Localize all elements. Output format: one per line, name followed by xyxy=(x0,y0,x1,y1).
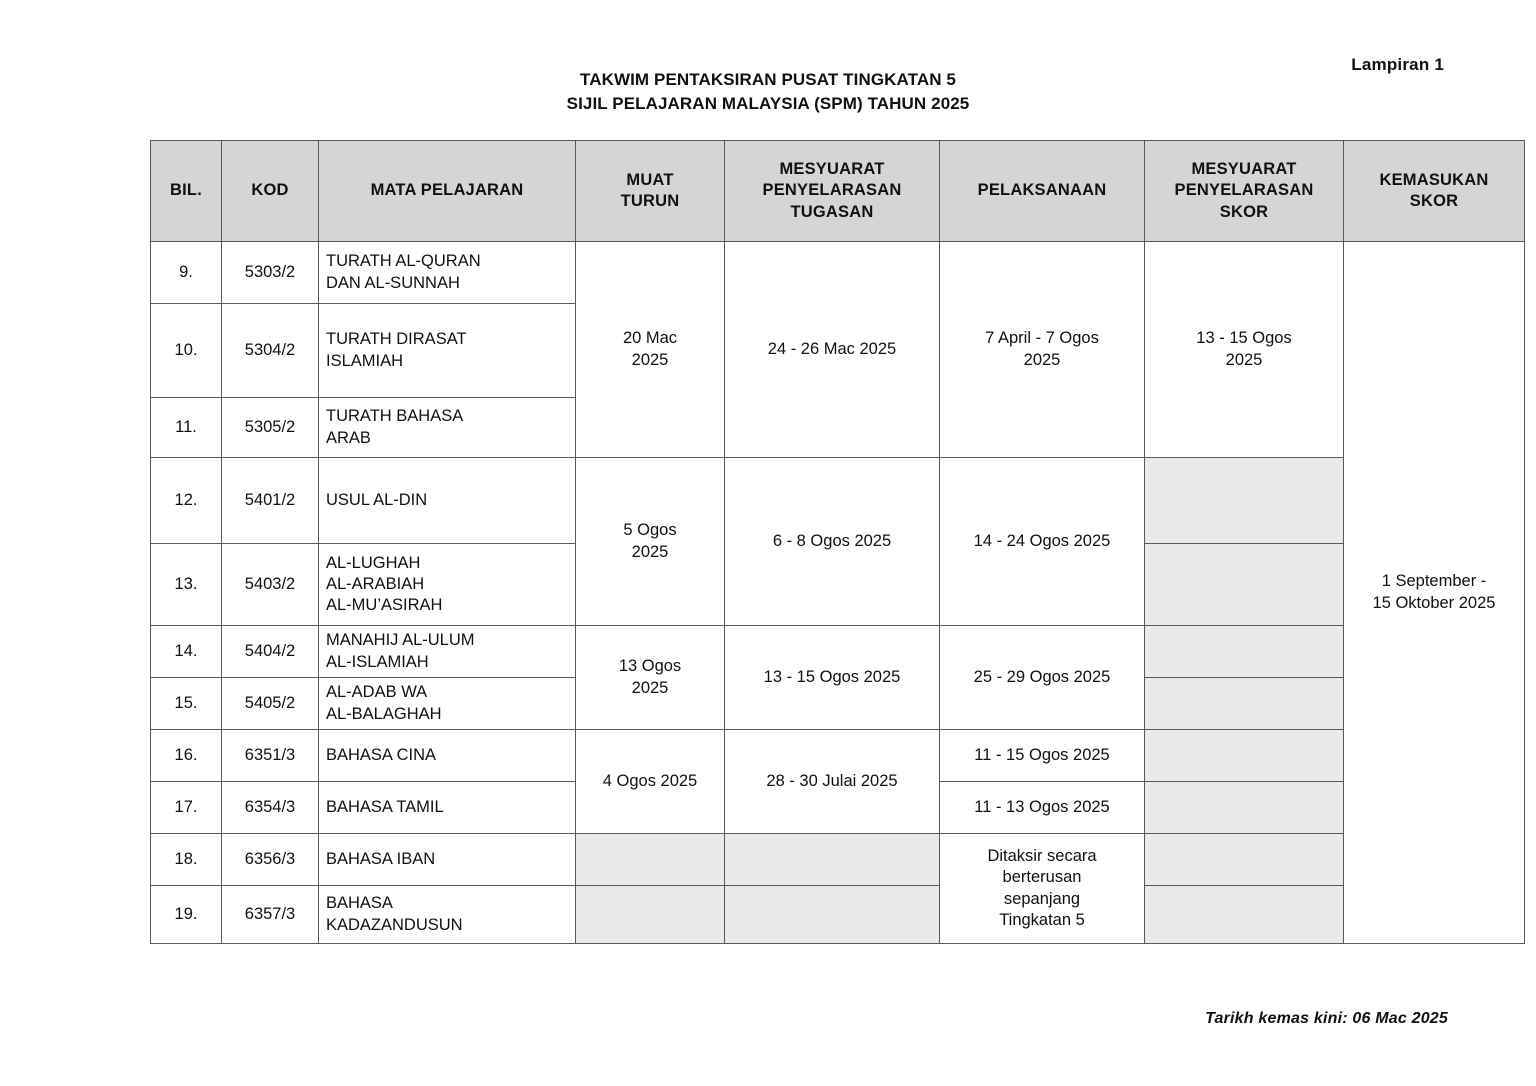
cell-mesyuarat-penyelarasan-tugasan: 13 - 15 Ogos 2025 xyxy=(725,626,940,730)
cell-kod: 6351/3 xyxy=(222,730,319,782)
cell-mesyuarat-penyelarasan-skor: 13 - 15 Ogos 2025 xyxy=(1145,242,1344,458)
table-row xyxy=(151,242,1525,304)
header-row xyxy=(151,141,1525,242)
header-muat-turun: MUAT TURUN xyxy=(576,141,725,242)
cell-muat-turun xyxy=(576,886,725,944)
table-row xyxy=(151,730,1525,782)
cell-mesyuarat-penyelarasan-skor xyxy=(1145,782,1344,834)
cell-mata-pelajaran: USUL AL-DIN xyxy=(319,458,576,544)
lampiran-label: Lampiran 1 xyxy=(1351,55,1444,74)
table-row xyxy=(151,886,1525,944)
cell-mata-pelajaran: BAHASA IBAN xyxy=(319,834,576,886)
cell-pelaksanaan: 7 April - 7 Ogos 2025 xyxy=(940,242,1145,458)
cell-mesyuarat-penyelarasan-tugasan: 24 - 26 Mac 2025 xyxy=(725,242,940,458)
cell-mesyuarat-penyelarasan-skor xyxy=(1145,886,1344,944)
cell-bil: 18. xyxy=(151,834,222,886)
cell-mata-pelajaran: BAHASA CINA xyxy=(319,730,576,782)
header-bil: BIL. xyxy=(151,141,222,242)
cell-mesyuarat-penyelarasan-skor xyxy=(1145,834,1344,886)
table-row xyxy=(151,626,1525,678)
cell-kod: 5303/2 xyxy=(222,242,319,304)
cell-mata-pelajaran: BAHASA KADAZANDUSUN xyxy=(319,886,576,944)
cell-kod: 6354/3 xyxy=(222,782,319,834)
cell-mesyuarat-penyelarasan-skor xyxy=(1145,458,1344,544)
cell-pelaksanaan: Ditaksir secara berterusan sepanjang Tingkatan 5 xyxy=(940,834,1145,944)
cell-bil: 14. xyxy=(151,626,222,678)
cell-bil: 10. xyxy=(151,304,222,398)
header-mata-pelajaran: MATA PELAJARAN xyxy=(319,141,576,242)
cell-kod: 5404/2 xyxy=(222,626,319,678)
cell-mata-pelajaran: TURATH BAHASA ARAB xyxy=(319,398,576,458)
cell-bil: 15. xyxy=(151,678,222,730)
cell-kod: 6356/3 xyxy=(222,834,319,886)
header-kemasukan-skor: KEMASUKAN SKOR xyxy=(1344,141,1525,242)
title-line-1: TAKWIM PENTAKSIRAN PUSAT TINGKATAN 5 xyxy=(579,70,956,89)
cell-mesyuarat-penyelarasan-skor xyxy=(1145,544,1344,626)
cell-muat-turun: 5 Ogos 2025 xyxy=(576,458,725,626)
cell-bil: 19. xyxy=(151,886,222,944)
cell-muat-turun: 13 Ogos 2025 xyxy=(576,626,725,730)
cell-mata-pelajaran: MANAHIJ AL-ULUM AL-ISLAMIAH xyxy=(319,626,576,678)
cell-kod: 5405/2 xyxy=(222,678,319,730)
cell-bil: 11. xyxy=(151,398,222,458)
header-pelaksanaan: PELAKSANAAN xyxy=(940,141,1145,242)
cell-mesyuarat-penyelarasan-skor xyxy=(1145,626,1344,678)
title-line-2: SIJIL PELAJARAN MALAYSIA (SPM) TAHUN 2025 xyxy=(566,94,970,114)
cell-kod: 5305/2 xyxy=(222,398,319,458)
cell-kod: 6357/3 xyxy=(222,886,319,944)
cell-pelaksanaan: 11 - 13 Ogos 2025 xyxy=(940,782,1145,834)
cell-mesyuarat-penyelarasan-tugasan: 28 - 30 Julai 2025 xyxy=(725,730,940,834)
table-header xyxy=(151,141,1525,242)
header-mesyuarat-penyelarasan-skor: MESYUARAT PENYELARASAN SKOR xyxy=(1145,141,1344,242)
cell-mesyuarat-penyelarasan-tugasan: 6 - 8 Ogos 2025 xyxy=(725,458,940,626)
cell-mesyuarat-penyelarasan-tugasan xyxy=(725,834,940,886)
cell-kod: 5403/2 xyxy=(222,544,319,626)
table-body xyxy=(151,242,1525,944)
cell-muat-turun: 4 Ogos 2025 xyxy=(576,730,725,834)
cell-mata-pelajaran: TURATH AL-QURAN DAN AL-SUNNAH xyxy=(319,242,576,304)
cell-bil: 13. xyxy=(151,544,222,626)
cell-mata-pelajaran: AL-ADAB WA AL-BALAGHAH xyxy=(319,678,576,730)
cell-pelaksanaan: 25 - 29 Ogos 2025 xyxy=(940,626,1145,730)
cell-muat-turun xyxy=(576,834,725,886)
takwim-table xyxy=(150,140,1525,944)
cell-mata-pelajaran: AL-LUGHAH AL-ARABIAH AL-MU’ASIRAH xyxy=(319,544,576,626)
cell-pelaksanaan: 14 - 24 Ogos 2025 xyxy=(940,458,1145,626)
table-row xyxy=(151,458,1525,544)
cell-mata-pelajaran: BAHASA TAMIL xyxy=(319,782,576,834)
cell-muat-turun: 20 Mac 2025 xyxy=(576,242,725,458)
takwim-table-container xyxy=(150,140,1496,944)
cell-mesyuarat-penyelarasan-skor xyxy=(1145,730,1344,782)
header-kod: KOD xyxy=(222,141,319,242)
cell-mesyuarat-penyelarasan-tugasan xyxy=(725,886,940,944)
cell-bil: 17. xyxy=(151,782,222,834)
last-updated-note: Tarikh kemas kini: 06 Mac 2025 xyxy=(1205,1010,1448,1027)
table-row xyxy=(151,834,1525,886)
cell-kod: 5304/2 xyxy=(222,304,319,398)
cell-bil: 16. xyxy=(151,730,222,782)
cell-mata-pelajaran: TURATH DIRASAT ISLAMIAH xyxy=(319,304,576,398)
cell-bil: 9. xyxy=(151,242,222,304)
cell-kod: 5401/2 xyxy=(222,458,319,544)
cell-pelaksanaan: 11 - 15 Ogos 2025 xyxy=(940,730,1145,782)
cell-bil: 12. xyxy=(151,458,222,544)
cell-mesyuarat-penyelarasan-skor xyxy=(1145,678,1344,730)
header-mesyuarat-penyelarasan-tugasan: MESYUARAT PENYELARASAN TUGASAN xyxy=(725,141,940,242)
cell-kemasukan-skor: 1 September - 15 Oktober 2025 xyxy=(1344,242,1525,944)
page-title xyxy=(0,68,1536,116)
